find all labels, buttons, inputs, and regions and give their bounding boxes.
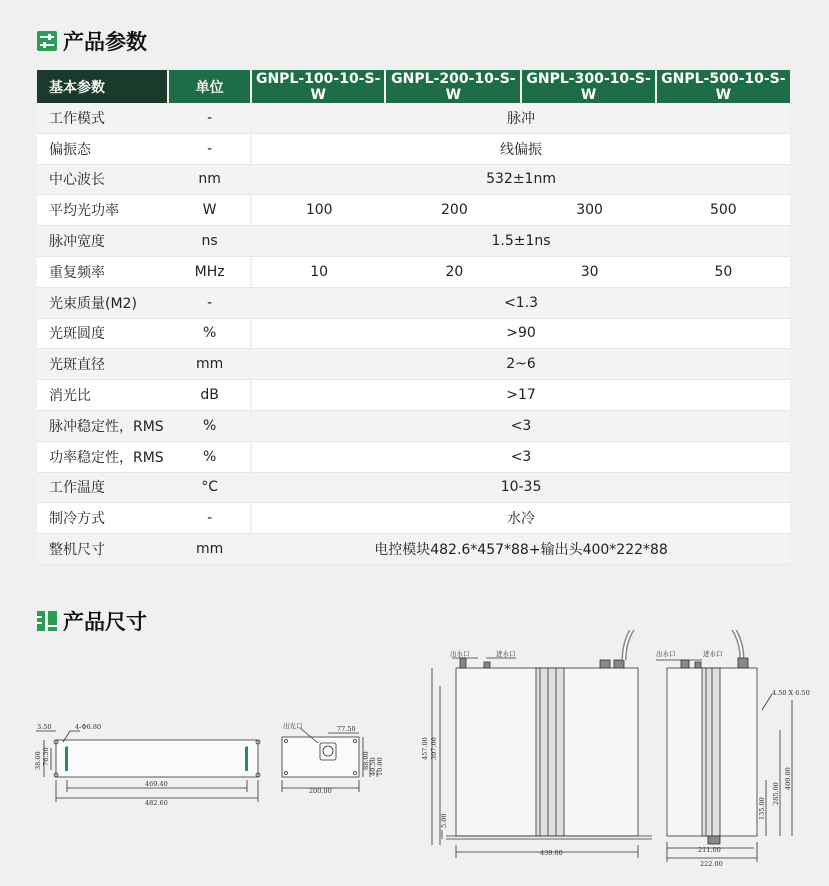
table-row (37, 503, 790, 534)
param-value-shared: >17 (252, 380, 790, 411)
table-row (37, 349, 790, 380)
param-value-shared: >90 (252, 319, 790, 350)
table-row (37, 473, 790, 504)
side-h1: 400.00 (784, 767, 792, 790)
drawing-module-front (432, 658, 652, 858)
param-unit: dB (169, 380, 252, 411)
side-w1: 469.40 (145, 780, 168, 788)
header-param: 基本参数 (37, 70, 169, 103)
param-unit: nm (169, 165, 252, 196)
head-h3: 88.00 (362, 751, 370, 770)
param-value-model-2: 200 (386, 195, 522, 226)
param-unit: mm (169, 534, 252, 565)
param-unit: W (169, 195, 252, 226)
param-value-shared: 532±1nm (252, 165, 790, 196)
header-model-500: GNPL-500-10-S-W (657, 70, 790, 103)
module-in: 进水口 (496, 650, 516, 658)
param-unit: - (169, 103, 252, 134)
param-unit: % (169, 442, 252, 473)
head-h2: 40.50 (369, 757, 377, 776)
param-value-shared: 线偏振 (252, 134, 790, 165)
side-slot: 4.50 X 6.50 (772, 689, 810, 697)
spec-header-row (37, 70, 790, 103)
param-name: 功率稳定性，RMS (37, 442, 169, 473)
header-model-100: GNPL-100-10-S-W (252, 70, 386, 103)
dimension-drawings (0, 630, 829, 886)
param-value-shared: 水冷 (252, 503, 790, 534)
section-title-params-text: 产品参数 (63, 30, 147, 54)
module-h2: 397.00 (430, 737, 438, 760)
param-unit: % (169, 411, 252, 442)
side-w2: 222.00 (700, 860, 723, 868)
head-d2: 200.00 (309, 787, 332, 795)
param-value-model-3: 30 (522, 257, 656, 288)
param-value-model-1: 100 (252, 195, 386, 226)
header-model-300: GNPL-300-10-S-W (522, 70, 656, 103)
section-title-dims-text: 产品尺寸 (63, 610, 147, 634)
param-name: 制冷方式 (37, 503, 169, 534)
param-name: 整机尺寸 (37, 534, 169, 565)
param-unit: - (169, 134, 252, 165)
param-unit: MHz (169, 257, 252, 288)
module-h1: 457.00 (421, 737, 429, 760)
param-unit: % (169, 319, 252, 350)
table-row (37, 411, 790, 442)
param-name: 重复频率 (37, 257, 169, 288)
param-name: 脉冲稳定性，RMS (37, 411, 169, 442)
head-label: 出光口 (283, 722, 303, 730)
table-row (37, 319, 790, 350)
param-unit: mm (169, 349, 252, 380)
header-unit: 单位 (169, 70, 252, 103)
table-row (37, 534, 790, 565)
table-row (37, 257, 790, 288)
param-name: 脉冲宽度 (37, 226, 169, 257)
param-value-shared: <1.3 (252, 288, 790, 319)
param-value-shared: 1.5±1ns (252, 226, 790, 257)
param-name: 光斑圆度 (37, 319, 169, 350)
side-d2: 38.60 (34, 751, 42, 770)
param-value-shared: <3 (252, 442, 790, 473)
head-d1: 77.50 (337, 725, 356, 733)
param-unit: - (169, 288, 252, 319)
param-value-shared: <3 (252, 411, 790, 442)
param-value-model-4: 500 (657, 195, 790, 226)
spec-table (37, 70, 790, 565)
table-row (37, 226, 790, 257)
param-value-model-4: 50 (657, 257, 790, 288)
side-d3: 76.30 (42, 747, 50, 766)
table-row (37, 380, 790, 411)
ruler-icon (37, 611, 57, 631)
side-w2: 482.60 (145, 799, 168, 807)
param-value-model-1: 10 (252, 257, 386, 288)
param-name: 光斑直径 (37, 349, 169, 380)
module-out: 出水口 (450, 650, 470, 658)
table-row (37, 103, 790, 134)
param-name: 光束质量(M2) (37, 288, 169, 319)
sliders-icon (37, 31, 57, 51)
section-title-params (37, 26, 147, 56)
param-value-shared: 2~6 (252, 349, 790, 380)
table-row (37, 134, 790, 165)
param-name: 偏振态 (37, 134, 169, 165)
param-unit: ns (169, 226, 252, 257)
param-name: 中心波长 (37, 165, 169, 196)
param-unit: - (169, 503, 252, 534)
param-value-shared: 10-35 (252, 473, 790, 504)
drawing-side-view (36, 731, 260, 802)
param-value-model-3: 300 (522, 195, 656, 226)
param-name: 消光比 (37, 380, 169, 411)
side-w1: 211.00 (698, 846, 721, 854)
side-hole: 4-Φ6.80 (75, 723, 102, 731)
module-w: 439.00 (540, 849, 563, 857)
side-h2: 285.00 (772, 782, 780, 805)
table-row (37, 442, 790, 473)
side-out: 出水口 (656, 650, 676, 658)
side-in: 进水口 (703, 650, 723, 658)
param-value-shared: 电控模块482.6*457*88+输出头400*222*88 (252, 534, 790, 565)
param-unit: °C (169, 473, 252, 504)
param-value-shared: 脉冲 (252, 103, 790, 134)
param-name: 工作温度 (37, 473, 169, 504)
header-model-200: GNPL-200-10-S-W (386, 70, 522, 103)
param-name: 工作模式 (37, 103, 169, 134)
side-d1: 3.50 (37, 723, 52, 731)
side-h3: 135.00 (758, 797, 766, 820)
table-row (37, 165, 790, 196)
drawing-module-side (624, 630, 792, 862)
table-row (37, 195, 790, 226)
param-value-model-2: 20 (386, 257, 522, 288)
module-h3: 5.00 (440, 813, 448, 828)
table-row (37, 288, 790, 319)
param-name: 平均光功率 (37, 195, 169, 226)
head-h1: 10.00 (376, 757, 384, 776)
